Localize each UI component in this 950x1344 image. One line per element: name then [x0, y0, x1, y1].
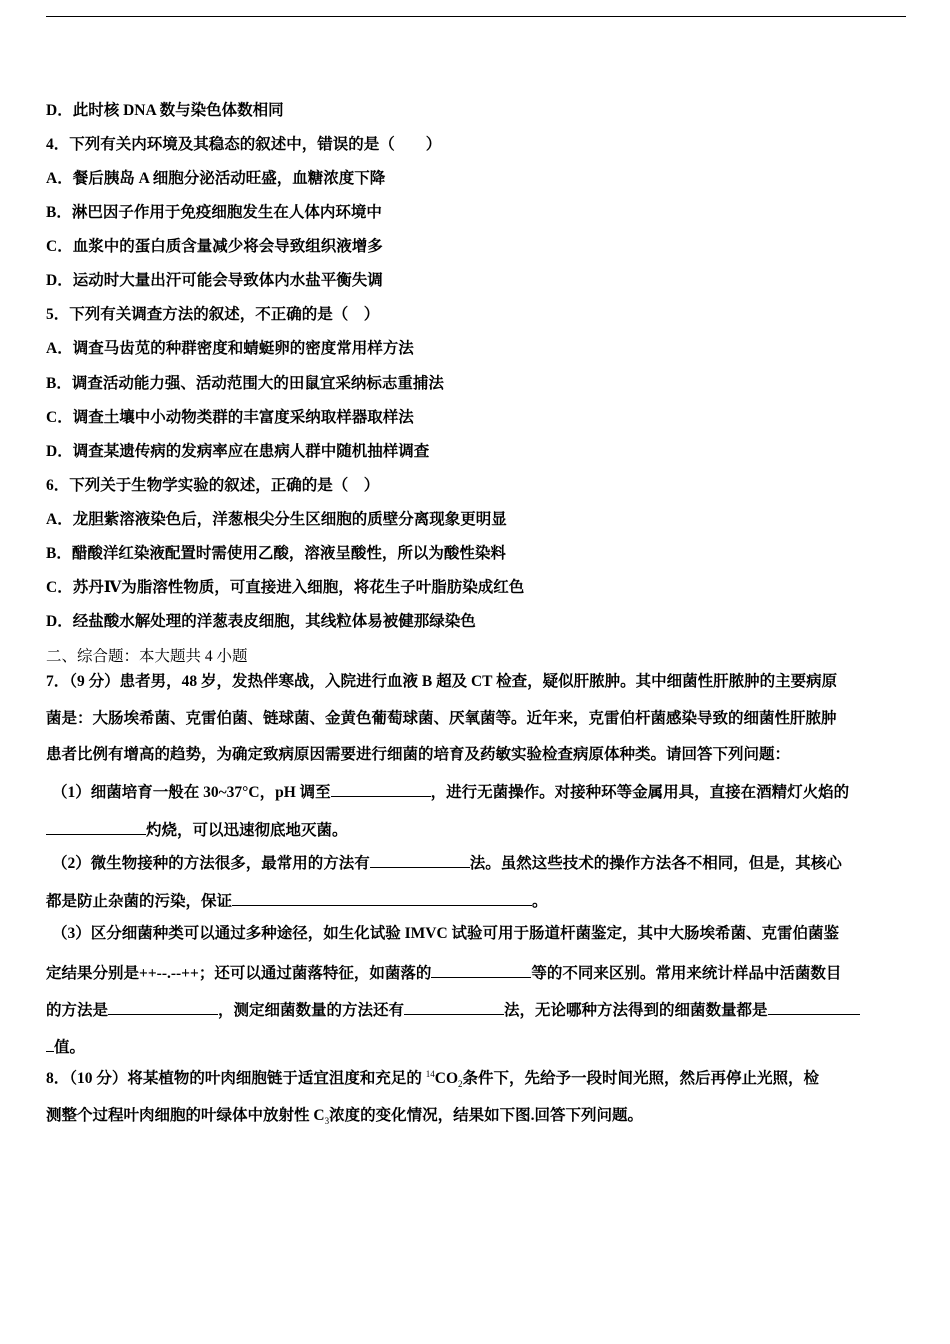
answer-blank[interactable] [46, 1035, 54, 1052]
q7-part3-line-2: 定结果分别是++--.--++；还可以通过菌落特征，如菌落的 等的不同来区别。常用来统计样品中活菌数目 [46, 961, 841, 984]
q6-option-d: D．经盐酸水解处理的洋葱表皮细胞，其线粒体易被健那绿染色 [46, 613, 476, 630]
answer-blank[interactable] [768, 998, 860, 1015]
q4-option-a: A．餐后胰岛 A 细胞分泌活动旺盛，血糖浓度下降 [46, 170, 386, 187]
q8-line-1: 8．（10 分）将某植物的叶肉细胞链于适宜沮度和充足的 $^{14}CO_2$条件下，先给予一段时间光照，然后再停止光照，检 [46, 1068, 820, 1090]
q7-part1-line-1: （1）细菌培育一般在 30~37°C，pH 调至 ，进行无菌操作。对接种环等金属用具，直接在酒精灯火焰的 [52, 780, 849, 803]
q5-stem: 5．下列有关调查方法的叙述，不正确的是（ ） [46, 306, 380, 323]
q3-option-d: D．此时核 DNA 数与染色体数相同 [46, 102, 284, 119]
q4-option-d: D．运动时大量出汗可能会导致体内水盐平衡失调 [46, 272, 383, 289]
answer-blank[interactable] [331, 780, 431, 797]
answer-blank[interactable] [370, 851, 470, 868]
section-heading: 二、综合题：本大题共 4 小题 [46, 648, 248, 665]
q7-part3-line-1: （3）区分细菌种类可以通过多种途径，如生化试验 IMVC 试验可用于肠道杆菌鉴定，其中大肠埃希菌、克雷伯菌鉴 [52, 925, 840, 942]
answer-blank[interactable] [404, 998, 504, 1015]
q6-stem: 6．下列关于生物学实验的叙述，正确的是（ ） [46, 477, 380, 494]
answer-blank[interactable] [232, 889, 532, 906]
answer-blank[interactable] [108, 998, 218, 1015]
answer-blank[interactable] [431, 961, 531, 978]
q7-line-2: 菌是：大肠埃希菌、克雷伯菌、链球菌、金黄色葡萄球菌、厌氧菌等。近年来，克雷伯杆菌感染导致的细菌性肝脓肿 [46, 710, 837, 727]
q7-part2-line-1: （2）微生物接种的方法很多，最常用的方法有 法。虽然这些技术的操作方法各不相同，但是，其核心 [52, 851, 842, 874]
q7-line-3: 患者比例有增高的趋势，为确定致病原因需要进行细菌的培育及药敏实验检查病原体种类。请回答下列问题： [46, 746, 791, 763]
answer-blank[interactable] [46, 818, 146, 835]
q7-part2-line-2: 都是防止杂菌的污染，保证 。 [46, 889, 548, 912]
q6-option-a: A．龙胆紫溶液染色后，洋葱根尖分生区细胞的质壁分离现象更明显 [46, 511, 507, 528]
q5-option-b: B．调查活动能力强、活动范围大的田鼠宜采纳标志重捕法 [46, 375, 444, 392]
q5-option-c: C．调查土壤中小动物类群的丰富度采纳取样器取样法 [46, 409, 414, 426]
q7-line-1: 7．（9 分）患者男，48 岁，发热伴寒战，入院进行血液 B 超及 CT 检查，疑似肝脓肿。其中细菌性肝脓肿的主要病原 [46, 673, 838, 690]
q6-option-c: C．苏丹Ⅳ为脂溶性物质，可直接进入细胞，将花生子叶脂肪染成红色 [46, 579, 525, 596]
q7-part1-line-2: 灼烧，可以迅速彻底地灭菌。 [46, 818, 348, 841]
header-rule [46, 16, 906, 17]
q4-option-b: B．淋巴因子作用于免疫细胞发生在人体内环境中 [46, 204, 382, 221]
q4-option-c: C．血浆中的蛋白质含量减少将会导致组织液增多 [46, 238, 383, 255]
q8-line-2: 测整个过程叶肉细胞的叶绿体中放射性 $C_3$浓度的变化情况，结果如下图.回答下列问题。 [46, 1107, 643, 1127]
q5-option-a: A．调查马齿苋的种群密度和蜻蜓卵的密度常用样方法 [46, 340, 414, 357]
q6-option-b: B．醋酸洋红染液配置时需使用乙酸，溶液呈酸性，所以为酸性染料 [46, 545, 506, 562]
q4-stem: 4．下列有关内环境及其稳态的叙述中，错误的是（ ） [46, 136, 442, 153]
q7-part3-line-4: 值。 [46, 1035, 85, 1058]
q7-part3-line-3: 的方法是 ，测定细菌数量的方法还有 法，无论哪种方法得到的细菌数量都是 [46, 998, 860, 1021]
q5-option-d: D．调查某遗传病的发病率应在患病人群中随机抽样调查 [46, 443, 430, 460]
